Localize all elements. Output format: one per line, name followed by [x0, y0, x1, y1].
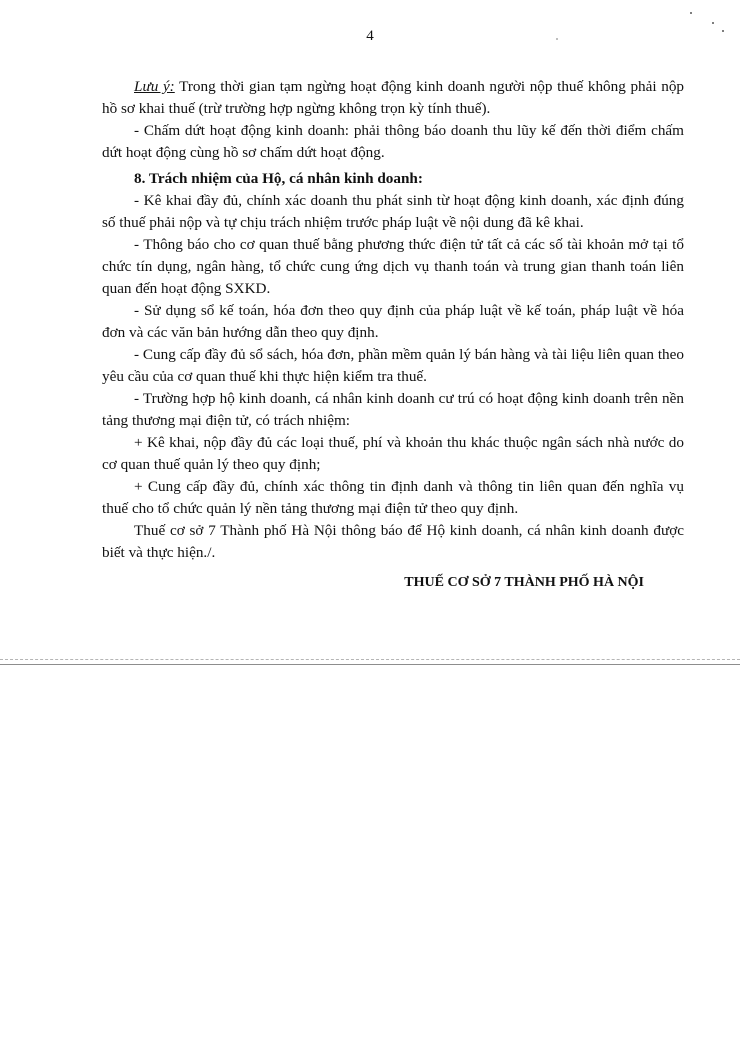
scan-speck [722, 30, 724, 32]
section-heading: 8. Trách nhiệm của Hộ, cá nhân kinh doanh: [134, 170, 423, 187]
list-item: - Cung cấp đầy đủ sổ sách, hóa đơn, phần mềm quản lý bán hàng và tài liệu liên quan theo yêu cầu của cơ quan thuế khi thực hiện kiểm tra thuế. [102, 346, 684, 385]
note-text: Trong thời gian tạm ngừng hoạt động kinh doanh người nộp thuế không phải nộp hồ sơ khai thuế (trừ trường hợp ngừng không trọn kỳ tính thuế). [102, 78, 685, 117]
note-paragraph [102, 76, 684, 120]
list-item: + Kê khai, nộp đầy đủ các loại thuế, phí và khoản thu khác thuộc ngân sách nhà nước do cơ quan thuế quản lý theo quy định; [102, 434, 684, 473]
closing-paragraph: Thuế cơ sở 7 Thành phố Hà Nội thông báo để Hộ kinh doanh, cá nhân kinh doanh được biết và thực hiện./. [102, 522, 684, 561]
list-item: - Thông báo cho cơ quan thuế bằng phương thức điện tử tất cả các số tài khoản mở tại tổ chức tín dụng, ngân hàng, tổ chức cung ứng dịch vụ thanh toán và trung gian thanh toán liên quan đến hoạt động SXKD. [102, 236, 684, 297]
list-item: - Trường hợp hộ kinh doanh, cá nhân kinh doanh cư trú có hoạt động kinh doanh trên nền tảng thương mại điện tử, có trách nhiệm: [102, 390, 684, 429]
scan-speck [712, 22, 714, 24]
scan-speck [690, 12, 692, 14]
scan-speck [556, 38, 558, 40]
scan-artifact-line [0, 664, 740, 665]
document-body [102, 76, 684, 594]
signature-block: THUẾ CƠ SỞ 7 THÀNH PHỐ HÀ NỘI [404, 575, 644, 590]
note-label: Lưu ý: [134, 78, 175, 95]
list-item: + Cung cấp đầy đủ, chính xác thông tin định danh và thông tin liên quan đến nghĩa vụ thuế cho tổ chức quản lý nền tảng thương mại điện tử theo quy định. [102, 478, 684, 517]
page-number: 4 [366, 28, 374, 44]
list-item: - Kê khai đầy đủ, chính xác doanh thu phát sinh từ hoạt động kinh doanh, xác định đúng số thuế phải nộp và tự chịu trách nhiệm trước pháp luật về nội dung đã kê khai. [102, 192, 684, 231]
termination-paragraph: - Chấm dứt hoạt động kinh doanh: phải thông báo doanh thu lũy kế đến thời điểm chấm dứt hoạt động cùng hồ sơ chấm dứt hoạt động. [102, 122, 684, 161]
list-item: - Sử dụng sổ kế toán, hóa đơn theo quy định của pháp luật về kế toán, pháp luật về hóa đơn và các văn bản hướng dẫn theo quy định. [102, 302, 684, 341]
scan-artifact-line [0, 659, 740, 660]
